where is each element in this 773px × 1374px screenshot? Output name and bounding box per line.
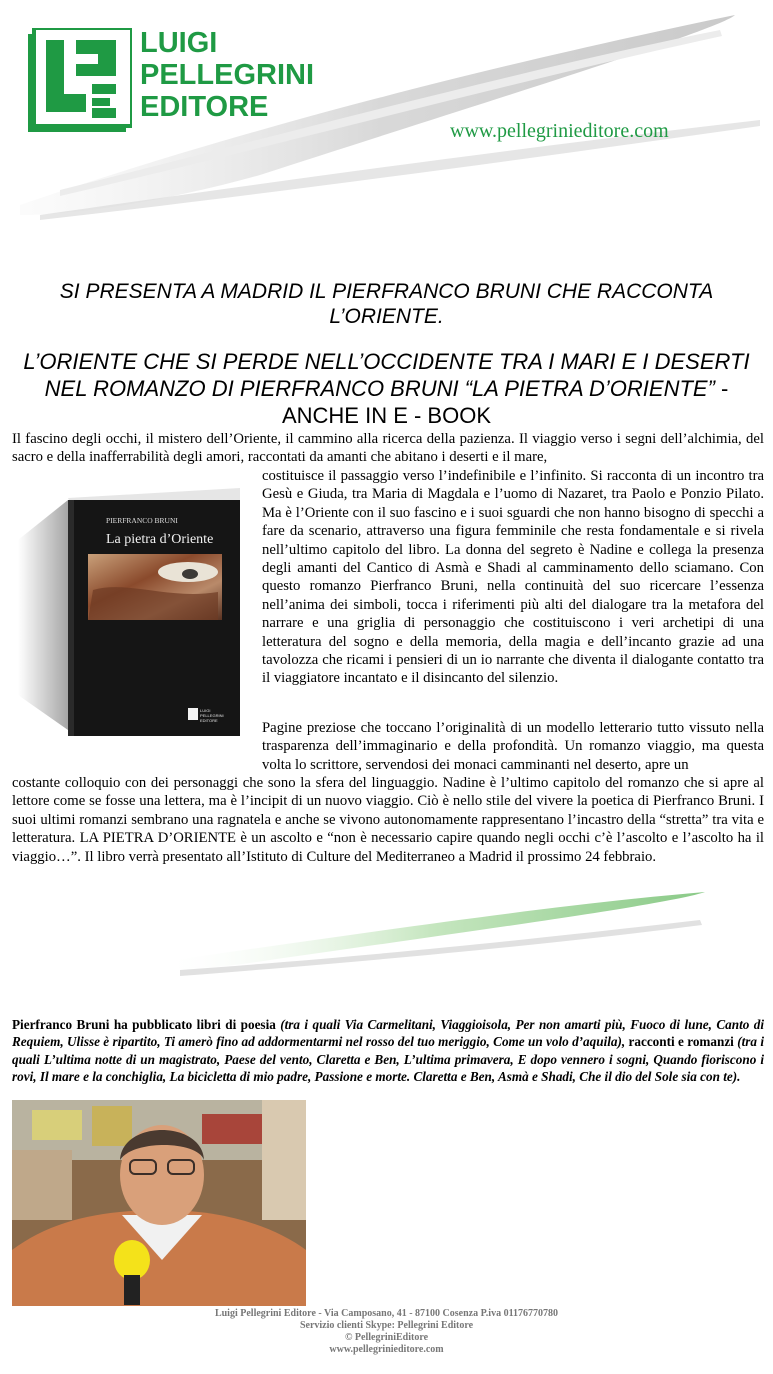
headline-secondary-suffix: - ANCHE IN E - BOOK: [281, 376, 729, 428]
book-publisher-line2: PELLEGRINI: [200, 713, 224, 718]
author-bio: [12, 1016, 764, 1086]
headline-secondary-main: L’ORIENTE CHE SI PERDE NELL’OCCIDENTE TRA I MARI E I DESERTI NEL ROMANZO DI PIERFRANCO BRUNI “LA PIETRA D’ORIENTE”: [23, 349, 750, 401]
headline-secondary: [10, 348, 763, 429]
paragraph-2-body: costante colloquio con dei personaggi che sono la sfera del linguaggio. Nadine è l’ultimo capitolo del romanzo che si apre al lettore come se fosse una lettera, ma è l’incipit di un nuovo viaggio. Ciò è nello stile del vivere la poetica di Pierfranco Bruni. I suoi ultimi romanzi sembrano una ragnatela e anche se vivono autonomamente rappresentano l’incastro della “stretta” tra vita e letteratura. LA PIETRA D’ORIENTE è un ascolto e “non è necessario capire quando negli occhi c’è l’ascolto e l’ascolto ha il viaggio…”. Il libro verrà presentato all’Istituto di Culture del Mediterraneo a Madrid il prossimo 24 febbraio.: [12, 775, 764, 865]
bio-part-2: racconti e romanzi: [625, 1034, 738, 1050]
book-cover-image: [18, 480, 248, 750]
footer-address: Luigi Pellegrini Editore - Via Camposano, 41 - 87100 Cosenza P.iva 01176770780: [214, 1308, 559, 1319]
paragraph-1-intro: Il fascino degli occhi, il mistero dell’Oriente, il cammino alla ricerca della pazienza. Il viaggio verso i segni dell’alchimia, del sacro e della inafferrabilità degli amori, raccontati da amanti che abitano i deserti e il mare,: [12, 431, 764, 466]
footer-website-link[interactable]: www.pellegrinieditore.com: [329, 1344, 444, 1355]
author-photo: [12, 1100, 306, 1306]
bio-novels-list: (tra i quali L’ultima notte di un magistrato, Paese del vento, Claretta e Ben, L’ultima primavera, E dopo vennero i sogni, Quando fioriscono i rovi, Il mare e la conchiglia, La bicicletta di mio padre, Passione e morte. Claretta e Ben, Asmà e Shadi, Che il dio del Sole sia con te).: [12, 1034, 764, 1085]
brand-name-line2: PELLEGRINI: [140, 59, 315, 91]
footer-copyright: © PellegriniEditore: [344, 1332, 429, 1343]
separator-swoosh-decoration: [150, 890, 710, 980]
publisher-logo-icon: [28, 28, 132, 134]
bio-poetry-list: (tra i quali Via Carmelitani, Viaggioisola, Per non amarti più, Fuoco di lune, Canto di Requiem, Ulisse è ripartito, Ti amerò fino ad addormentarmi nel rosso del tuo meriggio, Come un volo d’aquila),: [12, 1017, 764, 1050]
book-title: La pietra d’Oriente: [106, 532, 214, 547]
paragraph-2-intro: Pagine preziose che toccano l’originalità di un modello letterario tutto vissuto nella trasparenza dell’immaginario e della profondità. Un romanzo viaggio, ma questa volta lo scrittore, servendosi dei monaci camminanti nel deserto, apre un: [262, 720, 764, 773]
headline-primary: SI PRESENTA A MADRID IL PIERFRANCO BRUNI CHE RACCONTA L’ORIENTE.: [59, 280, 714, 328]
book-author: PIERFRANCO BRUNI: [106, 516, 178, 525]
website-link[interactable]: www.pellegrinieditore.com: [450, 120, 669, 142]
brand-name-line1: LUIGI: [140, 27, 218, 59]
book-publisher-line3: EDITORE: [200, 718, 218, 723]
brand-name-line3: EDITORE: [140, 91, 269, 123]
book-publisher-line1: LUIGI: [200, 708, 211, 713]
bio-part-1: Pierfranco Bruni ha pubblicato libri di poesia: [12, 1017, 281, 1032]
footer-skype: Servizio clienti Skype: Pellegrini Editore: [299, 1320, 474, 1331]
page-footer: [0, 1308, 773, 1356]
paragraph-1-body: costituisce il passaggio verso l’indefinibile e l’infinito. Si racconta di un incontro tra Gesù e Giuda, tra Maria di Magdala e l’uomo di Nazaret, tra Paolo e Ponzio Pilato. Ma è l’Oriente con il suo fascino e i suoi sguardi che non hanno bisogno di specchi a fare da scenario, attraverso una figura femminile che resta fondamentale e si rivela nell’ultimo capitolo del libro. La donna del segreto è Nadine e collega la presenza degli amanti del Cantico di Asmà e Shadi al camminamento dello sciamano. Con questo romanzo Pierfranco Bruni, nella continuità del suo ricercare l’essenza nell’anima dei simboli, tocca i riferimenti più alti del dialogare tra la metafora del narrare e una griglia di personaggio che costituiscono i veri archetipi di una letteratura del sogno e della memoria, della magia e dell’incanto grazie ad una tavolozza che ricami i pensieri di un io narrante che diventa il dialogante contatto tra il viaggiatore incantato e il disincanto del silenzio.: [262, 468, 764, 687]
